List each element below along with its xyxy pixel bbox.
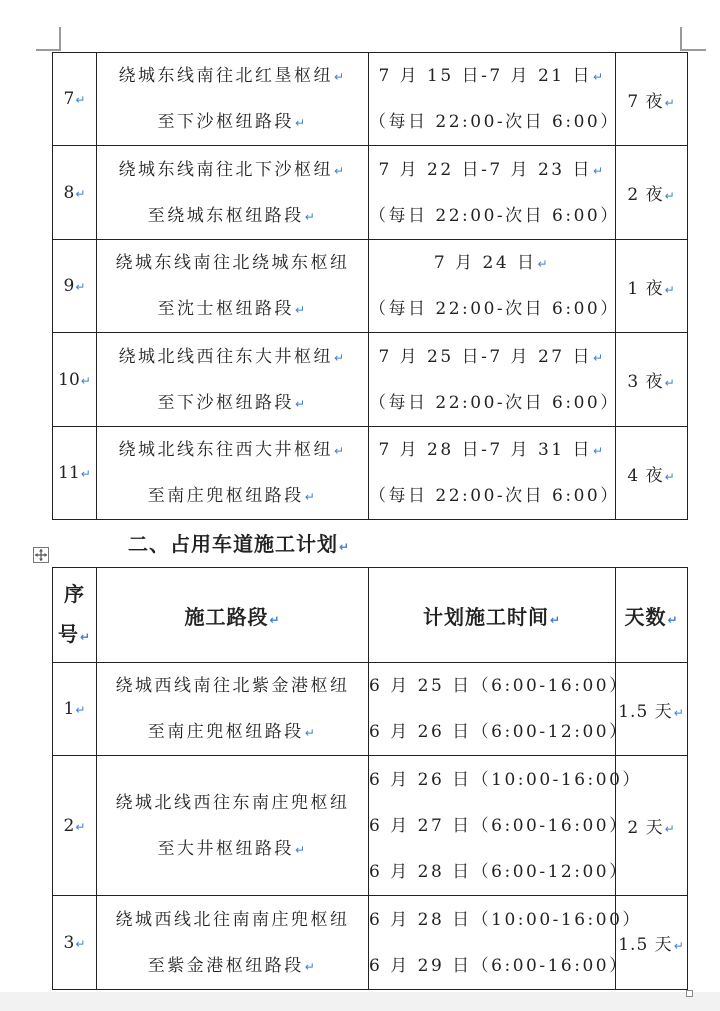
table-row (53, 756, 688, 896)
header-days: 天数↵ (616, 568, 688, 663)
page-gap (0, 992, 720, 1011)
row-number: 9↵ (53, 240, 97, 333)
section-cell: 绕城东线南往北绕城东枢纽 至沈士枢纽路段↵ (97, 240, 369, 333)
section-cell: 绕城北线东往西大井枢纽↵ 至南庄兜枢纽路段↵ (97, 427, 369, 520)
section-cell: 绕城东线南往北下沙枢纽↵ 至绕城东枢纽路段↵ (97, 146, 369, 240)
crop-mark-left-horizontal (36, 49, 61, 51)
row-number: 7↵ (53, 53, 97, 146)
time-cell: 7 月 22 日-7 月 23 日↵ （每日 22:00-次日 6:00） (369, 146, 616, 240)
days-cell: 1.5 天↵ (616, 663, 688, 756)
time-cell: 6 月 28 日（10:00-16:00） 6 月 29 日（6:00-16:00） (369, 896, 616, 990)
row-number: 3↵ (53, 896, 97, 990)
row-number: 2↵ (53, 756, 97, 896)
section-cell: 绕城北线西往东大井枢纽↵ 至下沙枢纽路段↵ (97, 333, 369, 427)
lane-occupancy-plan-table (52, 567, 688, 990)
days-cell: 1.5 天↵ (616, 896, 688, 990)
section-cell: 绕城西线南往北紫金港枢纽 至南庄兜枢纽路段↵ (97, 663, 369, 756)
days-cell: 2 夜↵ (616, 146, 688, 240)
section-cell: 绕城北线西往东南庄兜枢纽 至大井枢纽路段↵ (97, 756, 369, 896)
time-cell: 7 月 28 日-7 月 31 日↵ （每日 22:00-次日 6:00） (369, 427, 616, 520)
crop-mark-right-horizontal (680, 49, 706, 51)
section-title: 二、占用车道施工计划↵ (128, 532, 351, 556)
row-number: 1↵ (53, 663, 97, 756)
days-cell: 3 夜↵ (616, 333, 688, 427)
time-cell: 7 月 24 日↵ （每日 22:00-次日 6:00） (369, 240, 616, 333)
table-row (53, 427, 688, 520)
table-move-handle[interactable] (33, 547, 49, 563)
time-cell: 7 月 25 日-7 月 27 日↵ （每日 22:00-次日 6:00） (369, 333, 616, 427)
row-number: 11↵ (53, 427, 97, 520)
table-row (53, 146, 688, 240)
days-cell: 4 夜↵ (616, 427, 688, 520)
section-cell: 绕城东线南往北红垦枢纽↵ 至下沙枢纽路段↵ (97, 53, 369, 146)
table-row (53, 663, 688, 756)
crop-mark-left-vertical (59, 27, 61, 51)
header-section: 施工路段↵ (97, 568, 369, 663)
table-row (53, 333, 688, 427)
time-cell: 7 月 15 日-7 月 21 日↵ （每日 22:00-次日 6:00） (369, 53, 616, 146)
header-time: 计划施工时间↵ (369, 568, 616, 663)
days-cell: 1 夜↵ (616, 240, 688, 333)
move-arrows-icon (34, 548, 48, 562)
time-cell: 6 月 25 日（6:00-16:00） 6 月 26 日（6:00-12:00） (369, 663, 616, 756)
header-number: 序 号↵ (53, 568, 97, 663)
row-number: 10↵ (53, 333, 97, 427)
row-number: 8↵ (53, 146, 97, 240)
lane-closure-night-table (52, 52, 688, 520)
table-row (53, 240, 688, 333)
table-row (53, 53, 688, 146)
table-row (53, 896, 688, 990)
days-cell: 7 夜↵ (616, 53, 688, 146)
section-cell: 绕城西线北往南南庄兜枢纽 至紫金港枢纽路段↵ (97, 896, 369, 990)
crop-mark-right-vertical (680, 27, 682, 51)
time-cell: 6 月 26 日（10:00-16:00） 6 月 27 日（6:00-16:00） 6 月 28 日（6:00-12:00） (369, 756, 616, 896)
days-cell: 2 天↵ (616, 756, 688, 896)
table-header-row (53, 568, 688, 663)
table-resize-handle[interactable] (686, 990, 693, 997)
